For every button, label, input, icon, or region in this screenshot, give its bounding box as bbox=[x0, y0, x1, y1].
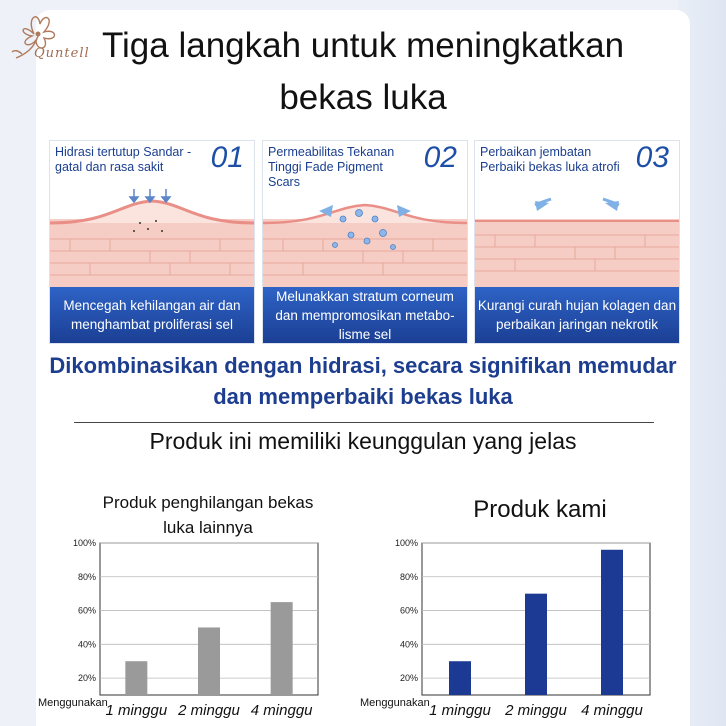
step-1-caption: Mencegah kehilangan air dan menghambat proliferasi sel bbox=[50, 287, 254, 343]
step-panel-2 bbox=[262, 140, 468, 344]
step-3-text: Perbaikan jembatan Perbaiki bekas luka atrofi bbox=[480, 145, 620, 174]
step-2-caption: Melunakkan stratum corneum dan mempromosikan metabo-lisme sel bbox=[263, 287, 467, 343]
y-tick-label: 80% bbox=[77, 571, 96, 582]
y-tick-label: 60% bbox=[399, 605, 418, 616]
brand-logo-text: Quntell bbox=[34, 46, 90, 61]
y-tick-label: 80% bbox=[399, 571, 418, 582]
subheadline: Produk ini memiliki keunggulan yang jelas bbox=[149, 428, 577, 454]
bar-3 bbox=[271, 602, 293, 695]
x-tick-label: 4 minggu bbox=[581, 702, 643, 719]
x-axis-label: Menggunakan bbox=[360, 697, 430, 709]
x-tick-label: 2 minggu bbox=[505, 702, 567, 719]
y-tick-label: 40% bbox=[399, 639, 418, 650]
bar-1 bbox=[449, 661, 471, 695]
chart-1-title: Produk penghilangan bekas luka lainnya bbox=[102, 493, 314, 537]
step-2-text: Permeabilitas Tekanan Tinggi Fade Pigment Scars bbox=[268, 145, 395, 189]
step-2-number: 02 bbox=[423, 141, 457, 174]
skin-repair-illustration bbox=[475, 189, 679, 287]
y-tick-label: 40% bbox=[77, 639, 96, 650]
skin-permeation-illustration bbox=[263, 189, 467, 287]
y-tick-label: 20% bbox=[77, 673, 96, 684]
page-title: Tiga langkah untuk meningkatkan bekas luka bbox=[101, 26, 625, 117]
chart-our-product bbox=[352, 530, 662, 726]
step-panel-3 bbox=[474, 140, 680, 344]
headline: Dikombinasikan dengan hidrasi, secara signifikan memudar dan memperbaiki bekas luka bbox=[49, 353, 677, 409]
chart-2-title: Produk kami bbox=[473, 496, 607, 523]
bar-1 bbox=[125, 661, 147, 695]
step-1-text: Hidrasi tertutup Sandar -gatal dan rasa sakit bbox=[55, 145, 192, 174]
bar-2 bbox=[525, 594, 547, 695]
step-3-caption: Kurangi curah hujan kolagen dan perbaikan jaringan nekrotik bbox=[475, 287, 679, 343]
chart-other-products bbox=[30, 530, 330, 726]
y-tick-label: 100% bbox=[394, 538, 418, 548]
step-panel-1 bbox=[49, 140, 255, 344]
skin-hydration-illustration bbox=[50, 189, 254, 287]
bar-3 bbox=[601, 550, 623, 695]
y-tick-label: 100% bbox=[72, 538, 96, 548]
x-tick-label: 1 minggu bbox=[105, 702, 168, 719]
step-3-number: 03 bbox=[635, 141, 669, 174]
divider bbox=[74, 422, 654, 423]
y-tick-label: 60% bbox=[77, 605, 96, 616]
x-tick-label: 1 minggu bbox=[429, 702, 491, 719]
y-tick-label: 20% bbox=[399, 673, 418, 684]
step-1-number: 01 bbox=[210, 141, 244, 174]
x-tick-label: 2 minggu bbox=[178, 702, 240, 719]
bar-2 bbox=[198, 627, 220, 695]
x-axis-label: Menggunakan bbox=[38, 697, 108, 709]
x-tick-label: 4 minggu bbox=[250, 702, 313, 719]
